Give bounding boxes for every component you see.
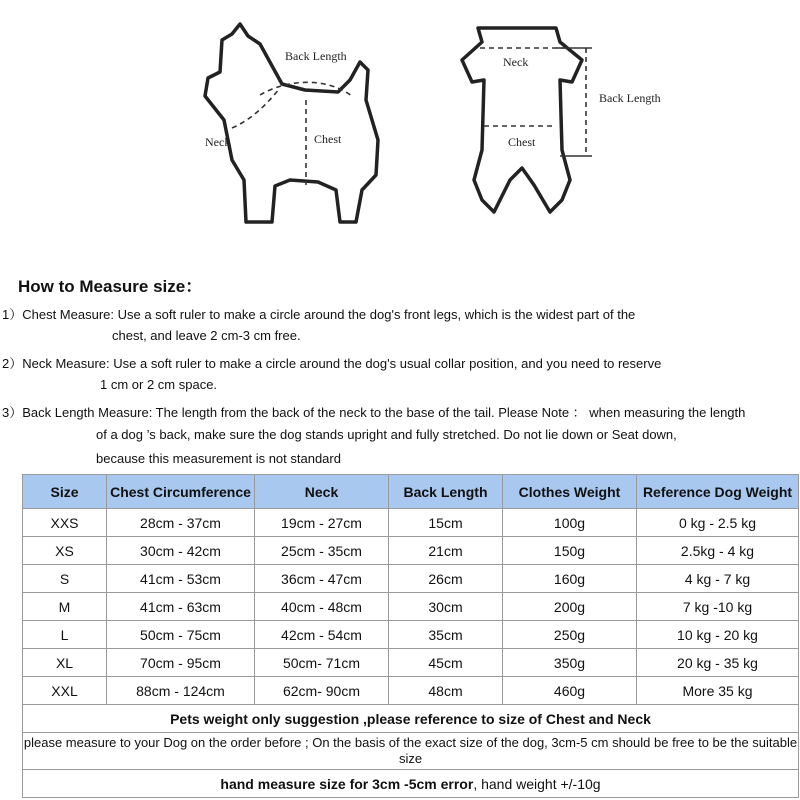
table-note-row [23,733,799,770]
measure-before-order-note: please measure to your Dog on the order before ; On the basis of the exact size of the dog, 3cm-5 cm should be free to be the suitable size [23,733,799,770]
side-back-length-label: Back Length [285,49,347,63]
table-row [23,677,799,705]
table-row [23,565,799,593]
table-row [23,537,799,565]
cell-neck: 19cm - 27cm [255,509,389,537]
front-neck-label: Neck [503,55,529,69]
side-neck-label: Neck [205,135,231,149]
cell-size: S [23,565,107,593]
front-chest-label: Chest [508,135,536,149]
cell-neck: 36cm - 47cm [255,565,389,593]
cell-clothes-weight: 460g [503,677,637,705]
cell-neck: 40cm - 48cm [255,593,389,621]
cell-chest: 41cm - 63cm [107,593,255,621]
cell-neck: 42cm - 54cm [255,621,389,649]
cell-back-length: 45cm [389,649,503,677]
measurement-diagram [0,0,800,260]
cell-back-length: 30cm [389,593,503,621]
cell-chest: 41cm - 53cm [107,565,255,593]
header-chest: Chest Circumference [107,475,255,509]
cell-dog-weight: 7 kg -10 kg [637,593,799,621]
instruction-3-line1: 3）Back Length Measure: The length from the back of the neck to the base of the tail. Please Note ： when measuring the length [2,405,746,420]
cell-clothes-weight: 200g [503,593,637,621]
cell-dog-weight: 20 kg - 35 kg [637,649,799,677]
cell-size: XL [23,649,107,677]
cell-chest: 28cm - 37cm [107,509,255,537]
cell-clothes-weight: 160g [503,565,637,593]
cell-neck: 62cm- 90cm [255,677,389,705]
cell-dog-weight: 2.5kg - 4 kg [637,537,799,565]
cell-clothes-weight: 250g [503,621,637,649]
cell-clothes-weight: 150g [503,537,637,565]
cell-chest: 70cm - 95cm [107,649,255,677]
cell-chest: 50cm - 75cm [107,621,255,649]
header-dog-weight: Reference Dog Weight [637,475,799,509]
cell-clothes-weight: 350g [503,649,637,677]
page-title: How to Measure size： [18,277,203,296]
table-row [23,509,799,537]
error-margin-note-bold: hand measure size for 3cm -5cm error [220,775,474,792]
size-chart-table [22,474,799,798]
cell-size: XXS [23,509,107,537]
cell-back-length: 15cm [389,509,503,537]
header-back-length: Back Length [389,475,503,509]
header-clothes-weight: Clothes Weight [503,475,637,509]
cell-size: L [23,621,107,649]
cell-back-length: 35cm [389,621,503,649]
header-neck: Neck [255,475,389,509]
cell-neck: 25cm - 35cm [255,537,389,565]
cell-size: M [23,593,107,621]
instruction-3-line2: of a dog ’s back, make sure the dog stands upright and fully stretched. Do not lie down or Seat down, [96,427,677,442]
cell-back-length: 48cm [389,677,503,705]
cell-dog-weight: 4 kg - 7 kg [637,565,799,593]
front-back-length-label: Back Length [599,91,661,105]
instruction-1-line1: 1）Chest Measure: Use a soft ruler to make a circle around the dog's front legs, which is the widest part of the [2,307,636,322]
instruction-3-line3: because this measurement is not standard [96,451,341,466]
table-note-row [23,705,799,733]
error-margin-note-rest: , hand weight +/-10g [473,775,601,792]
cell-back-length: 26cm [389,565,503,593]
instruction-1-line2: chest, and leave 2 cm-3 cm free. [112,328,301,343]
cell-dog-weight: More 35 kg [637,677,799,705]
table-note-row [23,770,799,798]
table-row [23,621,799,649]
cell-dog-weight: 0 kg - 2.5 kg [637,509,799,537]
cell-size: XXL [23,677,107,705]
cell-clothes-weight: 100g [503,509,637,537]
cell-size: XS [23,537,107,565]
cell-back-length: 21cm [389,537,503,565]
side-chest-label: Chest [314,132,342,146]
instruction-2-line1: 2）Neck Measure: Use a soft ruler to make a circle around the dog's usual collar position, and you need to reserve [2,356,662,371]
table-row [23,649,799,677]
weight-suggestion-note: Pets weight only suggestion ,please reference to size of Chest and Neck [23,705,799,733]
cell-dog-weight: 10 kg - 20 kg [637,621,799,649]
error-margin-note [23,770,799,798]
table-header-row [23,475,799,509]
instruction-2-line2: 1 cm or 2 cm space. [100,377,218,392]
header-size: Size [23,475,107,509]
cell-chest: 30cm - 42cm [107,537,255,565]
table-row [23,593,799,621]
cell-neck: 50cm- 71cm [255,649,389,677]
cell-chest: 88cm - 124cm [107,677,255,705]
